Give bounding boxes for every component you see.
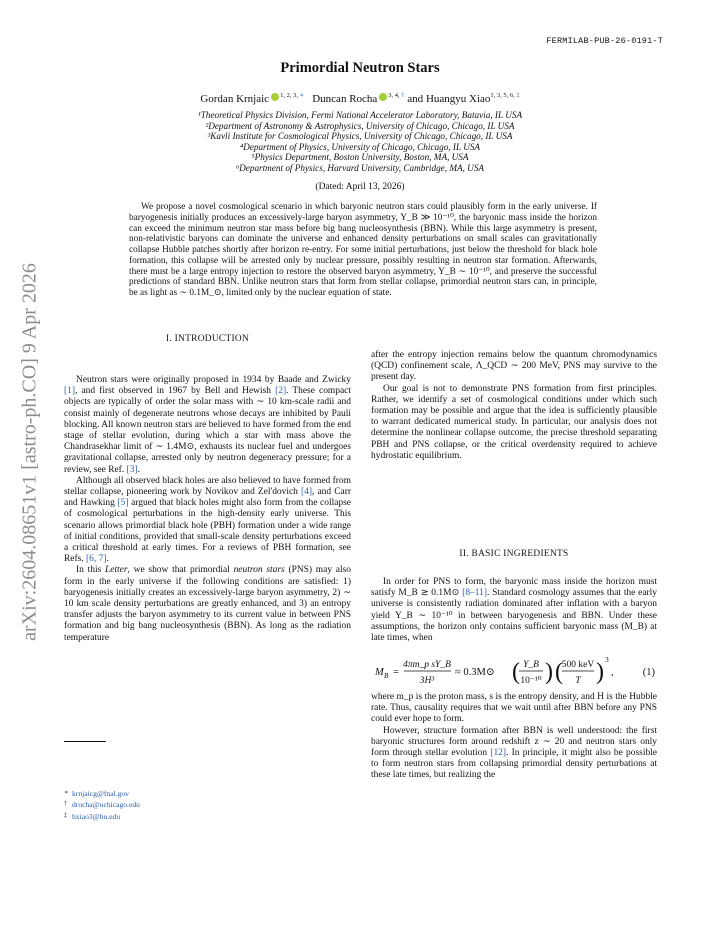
svg-text:,: , — [611, 667, 614, 678]
eq-f1-num: Y_B — [523, 660, 539, 670]
svg-text:=: = — [393, 667, 399, 678]
svg-text:(: ( — [555, 659, 563, 685]
author-name: Gordan Krnjaic — [200, 93, 270, 105]
affiliation: ¹Theoretical Physics Division, Fermi National Accelerator Laboratory, Batavia, IL USA — [197, 110, 523, 120]
author-footnote-mark[interactable]: ‡ — [516, 92, 520, 99]
footnote: ‡ hxiao3@bu.edu — [64, 811, 121, 821]
eq-num: 4πm_p sY_B — [403, 660, 451, 670]
date-line: (Dated: April 13, 2026) — [315, 182, 405, 192]
paragraph: after the entropy injection remains below the quantum chromodynamics (QCD) confinement scale, Λ_QCD ∼ 200 MeV, PNS may survive to the present day. — [371, 350, 657, 383]
author-affil: 1, 3, 5, 6, — [490, 92, 517, 99]
affiliation: ³Kavli Institute for Cosmological Physics, University of Chicago, Chicago, IL USA — [207, 131, 513, 142]
equation-1 — [371, 652, 657, 690]
citation-link[interactable]: [2] — [275, 386, 287, 397]
affiliation: ⁵Physics Department, Boston University, Boston, MA, USA — [251, 152, 469, 163]
section-heading-basic-ingredients: II. BASIC INGREDIENTS — [459, 549, 569, 559]
footnotes — [64, 788, 140, 822]
paragraph: In this Letter, we show that primordial neutron stars (PNS) may also form in the early universe if the following conditions are satisfied: 1) baryogenesis initially creates an excessively-large baryon asymmetry, 2) ∼ 10 km scale density perturbations are greatly enhanced, and 3) an entropy transfer adjusts the baryon asymmetry to its current value in between PNS formation and big bang nucleosynthesis (BBN). As long as the radiation temperature — [64, 565, 351, 643]
email-link[interactable]: drocha@uchicago.edu — [72, 800, 140, 810]
citation-link[interactable]: [12] — [490, 748, 507, 759]
eq-f2-num: 500 keV — [561, 660, 595, 670]
paragraph: However, structure formation after BBN is well understood: the first baryonic structures form around redshift z ∼ 20 and neutron stars only form through stellar evolution [12]. In principle, it might also be possible to form neutron stars from collapsing primordial density perturbations at these late times, but realizing the — [371, 725, 657, 781]
affiliation: ⁴Department of Physics, University of Chicago, Chicago, IL USA — [239, 141, 481, 152]
svg-text:): ) — [596, 659, 604, 685]
eq-lhs-sub: B — [384, 672, 389, 680]
footnote: † drocha@uchicago.edu — [64, 800, 140, 810]
citation-link[interactable]: [3] — [126, 464, 138, 475]
paper-title: Primordial Neutron Stars — [280, 60, 440, 76]
author-joiner: and — [407, 93, 424, 105]
author-footnote-mark[interactable]: † — [401, 92, 405, 99]
author-line — [0, 91, 720, 105]
citation-link[interactable]: [8–11] — [462, 588, 487, 599]
right-column-bottom — [371, 692, 657, 782]
email-link[interactable]: krnjaicg@fnal.gov — [72, 789, 129, 798]
paragraph: Although all observed black holes are also believed to have formed from stellar collapse, pioneering work by Novikov and Zel'dovich [4], and Carr and Hawking [5] argued that black holes might also form from the collapse of cosmological perturbations in the high-density early universe. This scenario allows primordial black hole (PBH) formation under a wide range of initial conditions, provided that small-scale density perturbations exceed a critical threshold at early times. For a reviews of PBH formation, see Refs. [6, 7]. — [64, 475, 351, 565]
author-affil: 3, 4, — [388, 92, 402, 99]
paragraph: In order for PNS to form, the baryonic mass inside the horizon must satisfy M_B ≳ 0.1M⊙ [8–11]. Standard cosmology assumes that the early universe is consistently radiation dominated after inflation with a baryon yield Y_B ∼ 10⁻¹⁰ in between baryogenesis and BBN. Under these assumptions, the horizon only contains sufficient baryonic mass (M_B) at late times, when — [371, 577, 657, 644]
citation-link[interactable]: [6, 7] — [86, 554, 107, 565]
intro-column — [64, 375, 351, 644]
arxiv-stamp: arXiv:2604.08651v1 [astro-ph.CO] 9 Apr 2026 — [18, 263, 41, 641]
citation-link[interactable]: [4] — [301, 487, 313, 498]
orcid-icon[interactable] — [271, 93, 279, 101]
right-column-middle — [371, 577, 657, 644]
affiliation: ⁶Department of Physics, Harvard University, Cambridge, MA, USA — [235, 162, 485, 173]
eq-f2-den: T — [575, 676, 581, 686]
affiliations — [0, 110, 720, 174]
eq-lhs: M — [375, 667, 384, 678]
footnote-rule — [64, 741, 106, 742]
eq-den: 3H³ — [419, 676, 435, 686]
abstract: We propose a novel cosmological scenario in which baryonic neutron stars could plausibly form in the early universe. If baryogenesis initially produces an excessively-large baryon asymmetry, Y_B ≫ 10⁻¹⁰, the baryonic mass inside the horizon can exceed the minimum neutron star mass before big bang nucleosynthesis (BBN). While this large asymmetry is present, non-relativistic baryons can dominate the universe and enhanced density perturbations on small scales can gravitationally collapse Hubble patches shortly after horizon re-entry. For some initial perturbations, just below the threshold for black hole formation, this collapse will be arrested only by nuclear pressure, possibly resulting in neutron star formation. Afterwards, there must be a large entropy injection to restore the observed baryon asymmetry, Y_B ∼ 10⁻¹⁰, and preserve the successful predictions of standard BBN. Unlike neutron stars that form from stellar collapse, primordial neutron stars can, in principle, be as light as ∼ 0.1M_⊙, limited only by the nuclear equation of state. — [129, 202, 597, 298]
paragraph: where m_p is the proton mass, s is the entropy density, and H is the Hubble rate. Thus, causality requires that we wait until after BBN before any PNS could ever hope to form. — [371, 692, 657, 725]
eq-approx: ≈ 0.3M⊙ — [455, 667, 495, 678]
affiliation: ²Department of Astronomy & Astrophysics, University of Chicago, Chicago, IL USA — [205, 120, 515, 131]
report-number: FERMILAB-PUB-26-0191-T — [546, 36, 663, 46]
author-name: Huangyu Xiao — [425, 93, 491, 105]
orcid-icon[interactable] — [379, 93, 387, 101]
author-footnote-mark[interactable]: ∗ — [299, 92, 304, 99]
right-column-top — [371, 350, 657, 462]
footnote: ∗ krnjaicg@fnal.gov — [64, 789, 129, 798]
eq-power: 3 — [605, 655, 609, 664]
eq-number: (1) — [642, 667, 655, 678]
paragraph: Neutron stars were originally proposed in 1934 by Baade and Zwicky [1], and first observed in 1967 by Bell and Hewish [2]. These compact objects are typically of order the solar mass with ∼ 10 km-scale radii and consist mainly of degenerate neutrons whose decays are inhibited by Pauli blocking. All known neutron stars are believed to have formed from the end stage of stellar evolution, during which a star with mass above the Chandrasekhar limit of ∼ 1.4M⊙, exhausts its nuclear fuel and undergoes gravitational collapse, arrested only by neutron degeneracy pressure; for a review, see Ref. [3]. — [64, 375, 351, 475]
eq-f1-den: 10⁻¹⁰ — [520, 676, 542, 686]
author-name: Duncan Rocha — [312, 93, 378, 105]
author-affil: 1, 2, 3, — [280, 92, 300, 99]
svg-text:(: ( — [512, 659, 520, 685]
paragraph: Our goal is not to demonstrate PNS formation from first principles. Rather, we identify a set of cosmological conditions under which such formation may be possible and argue that the idea is sufficiently plausible to warrant dedicated numerical study. In particular, our analysis does not determine the nonlinear collapse outcome, the precise threshold separating PBH and PNS collapse, or the critical overdensity required to achieve hydrostatic equilibrium. — [371, 383, 657, 461]
svg-text:): ) — [545, 659, 553, 685]
email-link[interactable]: hxiao3@bu.edu — [72, 811, 121, 821]
citation-link[interactable]: [1] — [64, 386, 76, 397]
section-heading-introduction: I. INTRODUCTION — [165, 334, 250, 344]
equation-svg — [371, 652, 657, 690]
citation-link[interactable]: [5] — [117, 498, 129, 509]
